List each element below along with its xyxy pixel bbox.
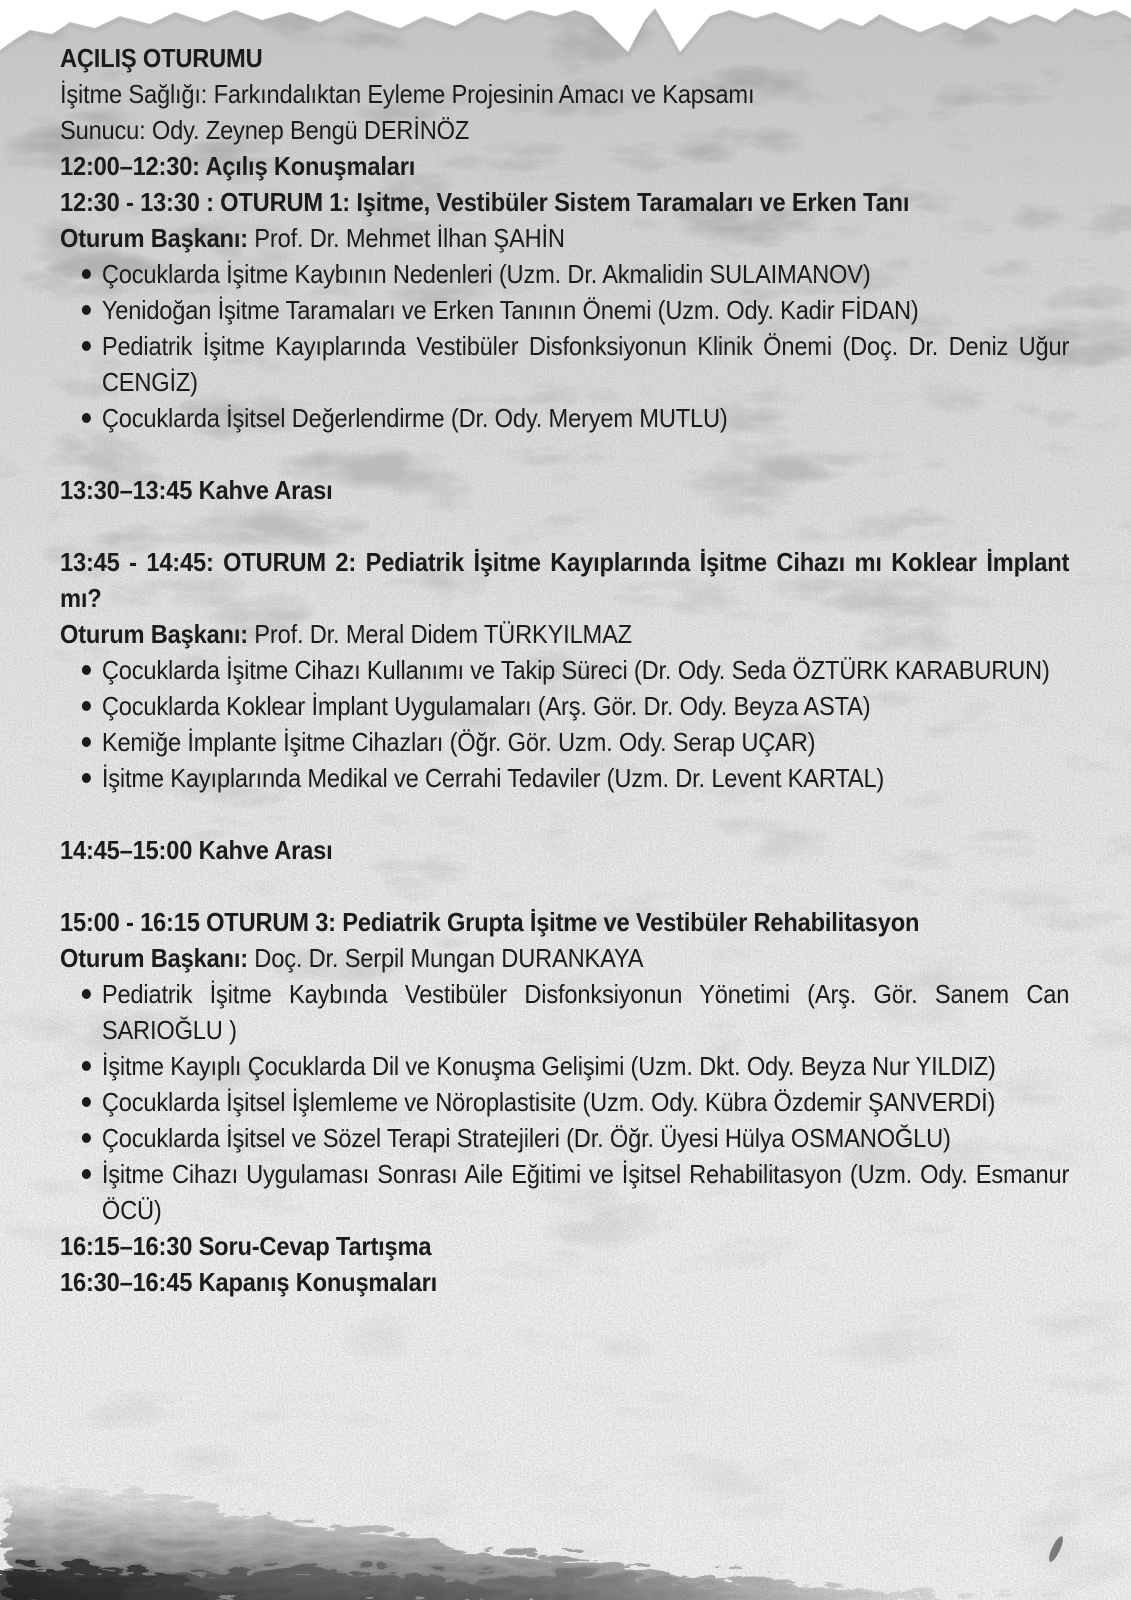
coffee-break-2-heading: 14:45–15:00 Kahve Arası <box>60 835 333 865</box>
opening-session-title: AÇILIŞ OTURUMU <box>60 43 263 73</box>
bullet-dot <box>82 305 91 315</box>
bullet-dot <box>82 269 91 279</box>
bullet-text: Pediatrik İşitme Kaybında Vestibüler Disfonksiyonun Yönetimi (Arş. Gör. Sanem Can SARIOĞLU ) <box>101 979 1070 1045</box>
bullet-dot <box>82 989 91 999</box>
bullet-text: Çocuklarda İşitsel ve Sözel Terapi Stratejileri (Dr. Öğr. Üyesi Hülya OSMANOĞLU) <box>101 1123 951 1153</box>
bullet-item <box>60 400 1069 436</box>
bullet-item <box>60 1156 1069 1228</box>
blank-line <box>60 508 1069 544</box>
bullet-item <box>60 256 1069 292</box>
chair-name: Prof. Dr. Mehmet İlhan ŞAHİN <box>247 223 565 253</box>
bullet-dot <box>82 665 91 675</box>
bullet-item <box>60 1048 1069 1084</box>
session3-chair-line <box>60 940 1069 976</box>
bullet-text: İşitme Cihazı Uygulaması Sonrası Aile Eğitimi ve İşitsel Rehabilitasyon (Uzm. Ody. Esmanur ÖCÜ) <box>101 1159 1070 1225</box>
session2-chair-line <box>60 616 1069 652</box>
bullet-text: Çocuklarda İşitme Cihazı Kullanımı ve Takip Süreci (Dr. Ody. Seda ÖZTÜRK KARABURUN) <box>101 655 1050 685</box>
session3-heading: 15:00 - 16:15 OTURUM 3: Pediatrik Grupta İşitme ve Vestibüler Rehabilitasyon <box>60 907 920 937</box>
bullet-text: İşitme Kayıplarında Medikal ve Cerrahi Tedaviler (Uzm. Dr. Levent KARTAL) <box>101 763 885 793</box>
bullet-item <box>60 688 1069 724</box>
bullet-dot <box>82 737 91 747</box>
bullet-dot <box>82 1097 91 1107</box>
chair-label: Oturum Başkanı: <box>60 223 248 253</box>
bullet-item <box>60 292 1069 328</box>
chair-name: Prof. Dr. Meral Didem TÜRKYILMAZ <box>247 619 632 649</box>
blank-line <box>60 796 1069 832</box>
chair-name: Doç. Dr. Serpil Mungan DURANKAYA <box>247 943 644 973</box>
bullet-text: Kemiğe İmplante İşitme Cihazları (Öğr. Gör. Uzm. Ody. Serap UÇAR) <box>101 727 816 757</box>
bullet-text: Çocuklarda İşitme Kaybının Nedenleri (Uzm. Dr. Akmalidin SULAIMANOV) <box>101 259 871 289</box>
bullet-item <box>60 724 1069 760</box>
bullet-dot <box>82 341 91 351</box>
bullet-item <box>60 976 1069 1048</box>
bullet-text: İşitme Kayıplı Çocuklarda Dil ve Konuşma Gelişimi (Uzm. Dkt. Ody. Beyza Nur YILDIZ) <box>101 1051 996 1081</box>
blank-line <box>60 436 1069 472</box>
blank-line <box>60 868 1069 904</box>
bullet-item <box>60 1120 1069 1156</box>
bullet-text: Çocuklarda İşitsel Değerlendirme (Dr. Ody. Meryem MUTLU) <box>101 403 728 433</box>
bullet-item <box>60 760 1069 796</box>
project-title-line: İşitme Sağlığı: Farkındalıktan Eyleme Projesinin Amacı ve Kapsamı <box>60 79 755 109</box>
bullet-dot <box>82 1061 91 1071</box>
session1-heading: 12:30 - 13:30 : OTURUM 1: Işitme, Vestibüler Sistem Taramaları ve Erken Tanı <box>60 187 910 217</box>
session1-chair-line <box>60 220 1069 256</box>
bullet-item <box>60 328 1069 400</box>
chair-label: Oturum Başkanı: <box>60 619 248 649</box>
bullet-dot <box>82 701 91 711</box>
presenter-line: Sunucu: Ody. Zeynep Bengü DERİNÖZ <box>60 115 470 145</box>
bullet-item <box>60 652 1069 688</box>
bullet-dot <box>82 1133 91 1143</box>
bullet-dot <box>82 413 91 423</box>
bullet-text: Pediatrik İşitme Kayıplarında Vestibüler Disfonksiyonun Klinik Önemi (Doç. Dr. Deniz Uğur CENGİZ) <box>101 331 1070 397</box>
bullet-text: Yenidoğan İşitme Taramaları ve Erken Tanının Önemi (Uzm. Ody. Kadir FİDAN) <box>101 295 919 325</box>
bullet-dot <box>82 1169 91 1179</box>
chair-label: Oturum Başkanı: <box>60 943 248 973</box>
session2-heading: 13:45 - 14:45: OTURUM 2: Pediatrik İşitme Kayıplarında İşitme Cihazı mı Koklear İmplant mı? <box>60 547 1070 613</box>
program-document <box>60 40 1069 1300</box>
bullet-dot <box>82 773 91 783</box>
opening-talks-heading: 12:00–12:30: Açılış Konuşmaları <box>60 151 416 181</box>
coffee-break-1-heading: 13:30–13:45 Kahve Arası <box>60 475 333 505</box>
qa-discussion-heading: 16:15–16:30 Soru-Cevap Tartışma <box>60 1231 432 1261</box>
closing-talks-heading: 16:30–16:45 Kapanış Konuşmaları <box>60 1267 438 1297</box>
bullet-text: Çocuklarda Koklear İmplant Uygulamaları (Arş. Gör. Dr. Ody. Beyza ASTA) <box>101 691 871 721</box>
bullet-text: Çocuklarda İşitsel İşlemleme ve Nöroplastisite (Uzm. Ody. Kübra Özdemir ŞANVERDİ) <box>101 1087 996 1117</box>
bullet-item <box>60 1084 1069 1120</box>
